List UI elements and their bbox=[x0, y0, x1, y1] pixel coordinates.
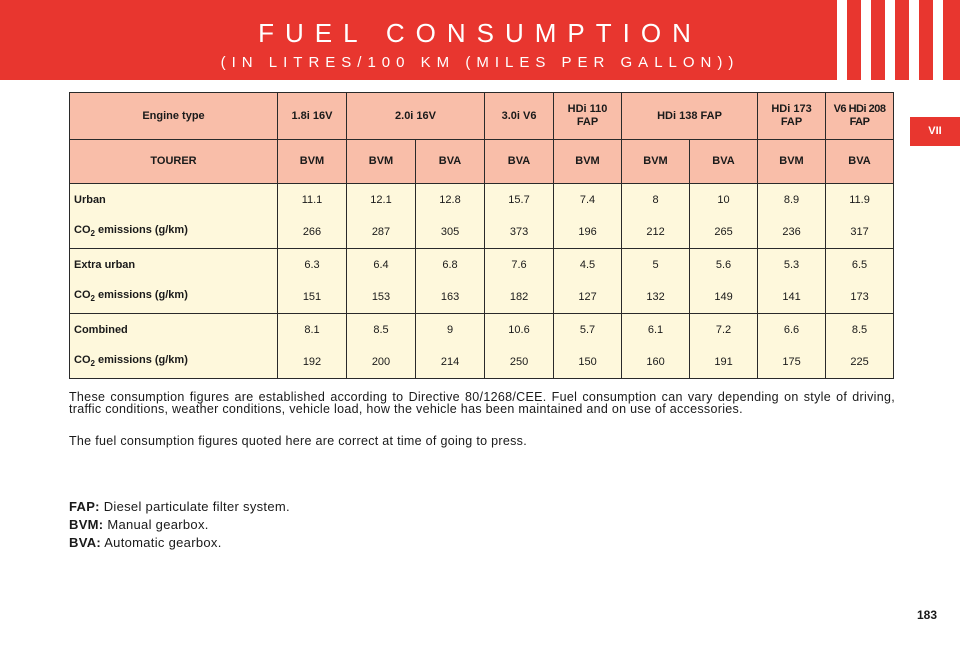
consumption-cell: 5.6 bbox=[690, 249, 758, 283]
consumption-cell: 6.3 bbox=[278, 249, 347, 283]
chapter-tab[interactable]: VII bbox=[910, 117, 960, 146]
engine-type-header-row bbox=[70, 93, 894, 140]
page-header bbox=[0, 0, 960, 80]
co2-subscript: 2 bbox=[90, 359, 95, 369]
co2-text: CO bbox=[74, 354, 91, 367]
co2-emissions-text: emissions (g/km) bbox=[94, 224, 188, 237]
co2-emissions-text: emissions (g/km) bbox=[94, 354, 188, 367]
co2-row-label bbox=[70, 347, 278, 379]
engine-header: HDi 173 FAP bbox=[758, 93, 826, 140]
engine-header: 2.0i 16V bbox=[347, 93, 485, 140]
co2-row bbox=[70, 347, 894, 379]
co2-cell: 266 bbox=[278, 217, 347, 249]
consumption-cell: 5.7 bbox=[554, 314, 622, 348]
co2-cell: 317 bbox=[826, 217, 894, 249]
gearbox-header-row bbox=[70, 140, 894, 184]
co2-cell: 175 bbox=[758, 347, 826, 379]
consumption-cell: 5.3 bbox=[758, 249, 826, 283]
co2-row bbox=[70, 217, 894, 249]
co2-cell: 200 bbox=[347, 347, 416, 379]
legend-item-bva bbox=[69, 535, 222, 550]
consumption-cell: 5 bbox=[622, 249, 690, 283]
consumption-cell: 4.5 bbox=[554, 249, 622, 283]
engine-type-label: Engine type bbox=[70, 93, 278, 140]
consumption-cell: 10.6 bbox=[485, 314, 554, 348]
consumption-cell: 12.1 bbox=[347, 184, 416, 218]
co2-cell: 214 bbox=[416, 347, 485, 379]
co2-cell: 150 bbox=[554, 347, 622, 379]
gearbox-header: BVM bbox=[758, 140, 826, 184]
co2-row bbox=[70, 282, 894, 314]
gearbox-header: BVA bbox=[485, 140, 554, 184]
legend-item-bvm bbox=[69, 517, 209, 532]
engine-header: HDi 110 FAP bbox=[554, 93, 622, 140]
gearbox-header: BVA bbox=[826, 140, 894, 184]
co2-text: CO bbox=[74, 289, 91, 302]
gearbox-header: BVM bbox=[554, 140, 622, 184]
gearbox-header: BVA bbox=[690, 140, 758, 184]
page-title: FUEL CONSUMPTION bbox=[258, 18, 702, 48]
engine-header: V6 HDi 208 FAP bbox=[826, 93, 894, 140]
co2-cell: 305 bbox=[416, 217, 485, 249]
legend-term: BVM: bbox=[69, 517, 104, 532]
legend-definition: Manual gearbox. bbox=[103, 517, 209, 532]
fuel-consumption-table bbox=[69, 92, 894, 379]
gearbox-header: BVM bbox=[347, 140, 416, 184]
legend-term: FAP: bbox=[69, 499, 100, 514]
co2-row-label bbox=[70, 282, 278, 314]
co2-cell: 163 bbox=[416, 282, 485, 314]
consumption-cell: 8.5 bbox=[347, 314, 416, 348]
co2-cell: 196 bbox=[554, 217, 622, 249]
legend-item-fap bbox=[69, 499, 290, 514]
page-subtitle: (IN LITRES/100 KM (MILES PER GALLON)) bbox=[220, 54, 740, 71]
row-label: Extra urban bbox=[70, 249, 278, 283]
page-number: 183 bbox=[916, 608, 937, 622]
tourer-label: TOURER bbox=[70, 140, 278, 184]
consumption-cell: 11.1 bbox=[278, 184, 347, 218]
consumption-cell: 8.9 bbox=[758, 184, 826, 218]
consumption-cell: 15.7 bbox=[485, 184, 554, 218]
co2-subscript: 2 bbox=[90, 294, 95, 304]
row-label: Urban bbox=[70, 184, 278, 218]
co2-cell: 149 bbox=[690, 282, 758, 314]
co2-subscript: 2 bbox=[90, 229, 95, 239]
engine-header: 1.8i 16V bbox=[278, 93, 347, 140]
engine-header: HDi 138 FAP bbox=[622, 93, 758, 140]
co2-cell: 265 bbox=[690, 217, 758, 249]
consumption-cell: 8.1 bbox=[278, 314, 347, 348]
consumption-row bbox=[70, 184, 894, 218]
consumption-cell: 8 bbox=[622, 184, 690, 218]
co2-cell: 191 bbox=[690, 347, 758, 379]
co2-cell: 182 bbox=[485, 282, 554, 314]
co2-emissions-text: emissions (g/km) bbox=[94, 289, 188, 302]
consumption-cell: 6.4 bbox=[347, 249, 416, 283]
co2-cell: 127 bbox=[554, 282, 622, 314]
co2-cell: 250 bbox=[485, 347, 554, 379]
co2-cell: 153 bbox=[347, 282, 416, 314]
consumption-cell: 9 bbox=[416, 314, 485, 348]
co2-cell: 373 bbox=[485, 217, 554, 249]
row-label: Combined bbox=[70, 314, 278, 348]
consumption-cell: 6.5 bbox=[826, 249, 894, 283]
co2-cell: 141 bbox=[758, 282, 826, 314]
consumption-row bbox=[70, 314, 894, 348]
co2-cell: 192 bbox=[278, 347, 347, 379]
press-note-paragraph: The fuel consumption figures quoted here are correct at time of going to press. bbox=[69, 434, 527, 448]
consumption-cell: 6.1 bbox=[622, 314, 690, 348]
co2-cell: 236 bbox=[758, 217, 826, 249]
co2-cell: 225 bbox=[826, 347, 894, 379]
co2-cell: 212 bbox=[622, 217, 690, 249]
co2-cell: 173 bbox=[826, 282, 894, 314]
co2-cell: 151 bbox=[278, 282, 347, 314]
consumption-cell: 12.8 bbox=[416, 184, 485, 218]
consumption-row bbox=[70, 249, 894, 283]
gearbox-header: BVM bbox=[278, 140, 347, 184]
consumption-cell: 6.6 bbox=[758, 314, 826, 348]
consumption-note-paragraph: These consumption figures are established according to Directive 80/1268/CEE. Fuel consumption can vary depending on style of driving, traffic conditions, weather conditions, vehicle load, how the vehicle has been maintained and on use of accessories. bbox=[69, 390, 895, 416]
co2-cell: 287 bbox=[347, 217, 416, 249]
co2-text: CO bbox=[74, 224, 91, 237]
consumption-cell: 7.6 bbox=[485, 249, 554, 283]
engine-header: 3.0i V6 bbox=[485, 93, 554, 140]
consumption-cell: 6.8 bbox=[416, 249, 485, 283]
legend-definition: Diesel particulate filter system. bbox=[99, 499, 290, 514]
gearbox-header: BVM bbox=[622, 140, 690, 184]
co2-row-label bbox=[70, 217, 278, 249]
gearbox-header: BVA bbox=[416, 140, 485, 184]
consumption-cell: 10 bbox=[690, 184, 758, 218]
legend-definition: Automatic gearbox. bbox=[101, 535, 222, 550]
co2-cell: 160 bbox=[622, 347, 690, 379]
consumption-cell: 8.5 bbox=[826, 314, 894, 348]
co2-cell: 132 bbox=[622, 282, 690, 314]
consumption-cell: 7.2 bbox=[690, 314, 758, 348]
legend-term: BVA: bbox=[69, 535, 102, 550]
consumption-cell: 7.4 bbox=[554, 184, 622, 218]
consumption-cell: 11.9 bbox=[826, 184, 894, 218]
